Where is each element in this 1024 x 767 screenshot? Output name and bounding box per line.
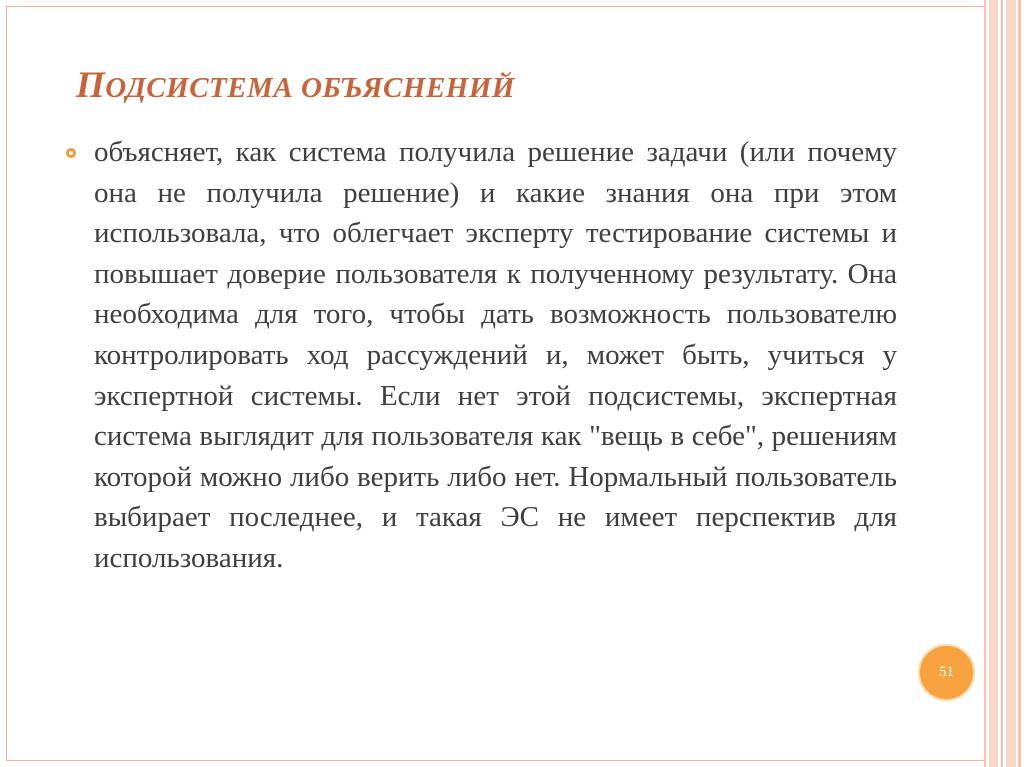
decorative-stripe xyxy=(1006,0,1016,767)
frame-left-border xyxy=(6,6,7,761)
page-number: 51 xyxy=(939,664,954,680)
frame-bottom-border xyxy=(6,760,984,761)
title-first-letter: П xyxy=(76,65,106,106)
decorative-stripe xyxy=(984,0,986,767)
decorative-stripe xyxy=(1018,0,1021,767)
frame-top-border xyxy=(6,6,984,7)
circle-bullet-icon xyxy=(66,148,76,158)
title-rest: ОДСИСТЕМА ОБЪЯСНЕНИЙ xyxy=(105,72,515,104)
decorative-stripe xyxy=(989,0,998,767)
slide-title xyxy=(76,64,515,107)
body-paragraph: объясняет, как система получила решение задачи (или почему она не получила решение) и какие знания она при этом использовала, что облегчает эксперту тестирование системы и повышает доверие пользователя к полученному результату. Она необходима для того, чтобы дать возможность пользователю контролировать ход рассуждений и, может быть, учиться у экспертной системы. Если нет этой подсистемы, экспертная система выглядит для пользователя как "вещь в себе", решениям которой можно либо верить либо нет. Нормальный пользователь выбирает последнее, и такая ЭС не имеет перспектив для использования. xyxy=(94,136,897,574)
decorative-stripe xyxy=(1001,0,1003,767)
page-number-badge xyxy=(918,644,975,701)
